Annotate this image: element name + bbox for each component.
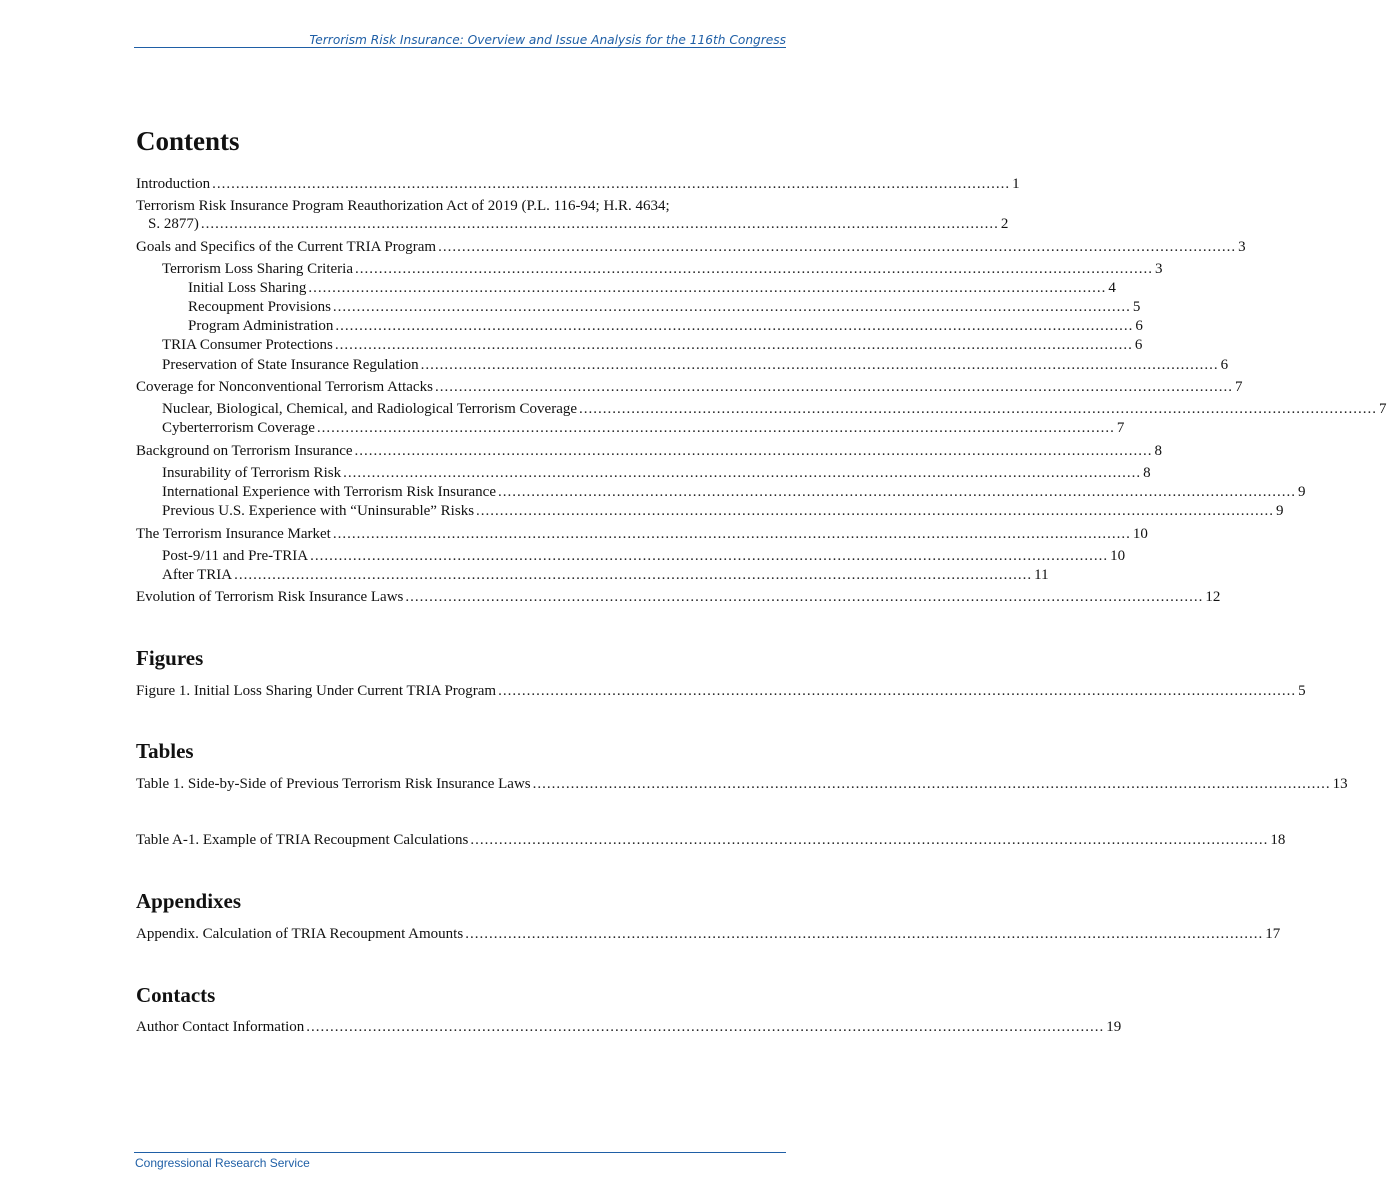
toc-page-number: 6: [1220, 357, 1229, 373]
toc-entry[interactable]: Introduction ........................................................................................................................................................................ 1: [136, 176, 1020, 192]
toc-entry-title: S. 2877): [148, 216, 199, 232]
toc-page-number: 10: [1110, 548, 1126, 564]
toc-subentry[interactable]: TRIA Consumer Protections ........................................................................................................................................................................ 6: [162, 337, 1143, 353]
toc-entry-continuation[interactable]: S. 2877) ........................................................................................................................................................................ 2: [148, 216, 1009, 232]
toc-page-number: 1: [1012, 176, 1020, 192]
toc-subsubentry[interactable]: Recoupment Provisions ........................................................................................................................................................................ 5: [188, 299, 1141, 315]
toc-entry-title: Table A-1. Example of TRIA Recoupment Calculations: [136, 832, 469, 848]
toc-page-number: 18: [1270, 832, 1286, 848]
toc-subentry[interactable]: After TRIA ........................................................................................................................................................................ 11: [162, 567, 1049, 583]
toc-entry-title: Background on Terrorism Insurance: [136, 443, 353, 459]
toc-entry-title: Recoupment Provisions: [188, 299, 331, 315]
toc-page-number: 11: [1034, 567, 1049, 583]
toc-entry-title: Insurability of Terrorism Risk: [162, 465, 342, 481]
toc-subentry[interactable]: Preservation of State Insurance Regulation ........................................................................................................................................................................ 6: [162, 357, 1229, 373]
toc-entry-title: International Experience with Terrorism Risk Insurance: [162, 484, 496, 500]
toc-entry[interactable]: [0, 197, 920, 215]
toc-entry-title: Program Administration: [188, 318, 334, 334]
toc-subentry[interactable]: Cyberterrorism Coverage ........................................................................................................................................................................ 7: [162, 420, 1125, 436]
toc-subentry[interactable]: International Experience with Terrorism Risk Insurance ........................................................................................................................................................................ 9: [162, 484, 1306, 500]
toc-entry-title: Cyberterrorism Coverage: [162, 420, 315, 436]
toc-subentry[interactable]: Terrorism Loss Sharing Criteria ........................................................................................................................................................................ 3: [162, 261, 1163, 277]
toc-subentry[interactable]: Previous U.S. Experience with “Uninsurable” Risks ........................................................................................................................................................................ 9: [162, 503, 1284, 519]
toc-entry-title: Post-9/11 and Pre-TRIA: [162, 548, 309, 564]
contact-entry[interactable]: Author Contact Information ........................................................................................................................................................................ 19: [136, 1019, 1122, 1035]
toc-entry[interactable]: Background on Terrorism Insurance ........................................................................................................................................................................ 8: [136, 443, 1163, 459]
figure-entry[interactable]: Figure 1. Initial Loss Sharing Under Current TRIA Program ........................................................................................................................................................................ 5: [136, 683, 1306, 699]
toc-entry-title: Goals and Specifics of the Current TRIA Program: [136, 239, 437, 255]
appendixes-heading: Appendixes: [136, 889, 242, 913]
toc-entry-title: Author Contact Information: [136, 1019, 305, 1035]
toc-entry-title: Figure 1. Initial Loss Sharing Under Current TRIA Program: [136, 683, 497, 699]
toc-entry-title: Nuclear, Biological, Chemical, and Radiological Terrorism Coverage: [162, 401, 578, 417]
toc-page-number: 5: [1298, 683, 1306, 699]
toc-entry-title: Appendix. Calculation of TRIA Recoupment Amounts: [136, 926, 464, 942]
toc-page-number: 9: [1297, 484, 1306, 500]
appendix-entry[interactable]: Appendix. Calculation of TRIA Recoupment Amounts ........................................................................................................................................................................ 17: [136, 926, 1281, 942]
toc-page-number: 5: [1132, 299, 1141, 315]
toc-entry-title: Preservation of State Insurance Regulation: [162, 357, 419, 373]
toc-page-number: 7: [1379, 401, 1387, 417]
table-entry[interactable]: Table A-1. Example of TRIA Recoupment Calculations ........................................................................................................................................................................ 18: [136, 832, 1286, 848]
toc-page-number: 12: [1205, 589, 1221, 605]
running-footer: [134, 1152, 786, 1170]
toc-entry-title: Evolution of Terrorism Risk Insurance Laws: [136, 589, 404, 605]
toc-page-number: 13: [1332, 776, 1348, 792]
toc-page-number: 19: [1106, 1019, 1122, 1035]
toc-page-number: 7: [1234, 379, 1243, 395]
toc-entry-title: Previous U.S. Experience with “Uninsurable” Risks: [162, 503, 475, 519]
toc-entry-title: Table 1. Side-by-Side of Previous Terrorism Risk Insurance Laws: [136, 776, 531, 792]
tables-heading: Tables: [136, 739, 194, 763]
toc-subentry[interactable]: Insurability of Terrorism Risk ........................................................................................................................................................................ 8: [162, 465, 1151, 481]
toc-entry[interactable]: Evolution of Terrorism Risk Insurance Laws ........................................................................................................................................................................ 12: [136, 589, 1221, 605]
toc-page-number: 7: [1116, 420, 1125, 436]
toc-entry-title: TRIA Consumer Protections: [162, 337, 333, 353]
footer-text: Congressional Research Service: [135, 1156, 310, 1170]
toc-page-number: 6: [1134, 337, 1143, 353]
toc-entry-title: Introduction: [136, 176, 211, 192]
toc-page-number: 8: [1154, 443, 1163, 459]
contents-heading: Contents: [136, 126, 240, 156]
toc-page-number: 4: [1108, 280, 1116, 296]
toc-entry[interactable]: Coverage for Nonconventional Terrorism Attacks ........................................................................................................................................................................ 7: [136, 379, 1243, 395]
toc-entry-title: Initial Loss Sharing: [188, 280, 307, 296]
toc-page-number: 8: [1143, 465, 1151, 481]
contacts-heading: Contacts: [136, 983, 216, 1007]
toc-subsubentry[interactable]: Program Administration ........................................................................................................................................................................ 6: [188, 318, 1143, 334]
toc-page-number: 17: [1265, 926, 1281, 942]
toc-entry-title: Terrorism Loss Sharing Criteria: [162, 261, 353, 277]
toc-entry-title: After TRIA: [162, 567, 233, 583]
toc-page-number: 9: [1276, 503, 1284, 519]
toc-entry-title: The Terrorism Insurance Market: [136, 526, 331, 542]
toc-page-number: 2: [1000, 216, 1009, 232]
toc-subsubentry[interactable]: Initial Loss Sharing ........................................................................................................................................................................ 4: [188, 280, 1116, 296]
toc-entry-title: Terrorism Risk Insurance Program Reauthorization Act of 2019 (P.L. 116-94; H.R. 4634;: [136, 198, 670, 214]
table-entry[interactable]: Table 1. Side-by-Side of Previous Terrorism Risk Insurance Laws ........................................................................................................................................................................ 13: [136, 776, 1348, 792]
header-title: Terrorism Risk Insurance: Overview and Issue Analysis for the 116th Congress: [309, 33, 786, 47]
toc-entry[interactable]: Goals and Specifics of the Current TRIA Program ........................................................................................................................................................................ 3: [136, 239, 1246, 255]
toc-entry-title: Coverage for Nonconventional Terrorism Attacks: [136, 379, 433, 395]
toc-page-number: 6: [1135, 318, 1143, 334]
figures-heading: Figures: [136, 646, 204, 670]
toc-page-number: 3: [1155, 261, 1163, 277]
running-header: [134, 33, 786, 48]
toc-page-number: 3: [1238, 239, 1246, 255]
toc-entry[interactable]: The Terrorism Insurance Market ........................................................................................................................................................................ 10: [136, 526, 1148, 542]
toc-subentry[interactable]: Nuclear, Biological, Chemical, and Radiological Terrorism Coverage ........................................................................................................................................................................ 7: [162, 401, 1387, 417]
toc-page-number: 10: [1132, 526, 1148, 542]
toc-subentry[interactable]: Post-9/11 and Pre-TRIA ........................................................................................................................................................................ 10: [162, 548, 1126, 564]
